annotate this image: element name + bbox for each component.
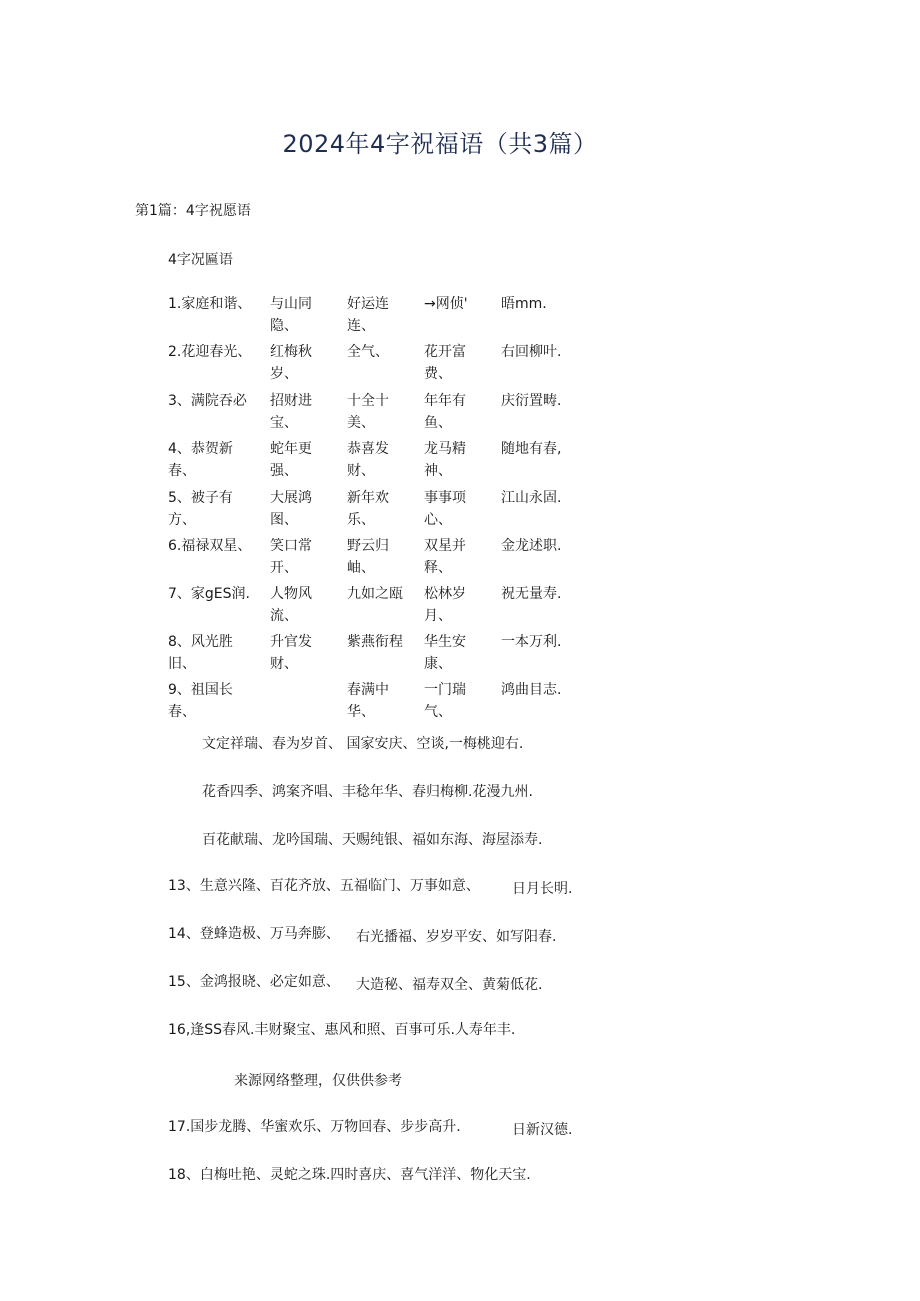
table-cell [347,487,389,531]
table-cell [270,631,312,675]
table-cell-text: 随地有春, [501,441,562,457]
document-title: 2024年4字祝福语（共3篇） [282,130,598,158]
table-cell [501,679,561,701]
table-cell [501,535,561,557]
text-line: 花香四季、鸿案齐唱、丰稔年华、春归梅柳.花漫九州. [202,784,533,800]
table-cell [424,341,466,385]
table-cell-text: 流、 [270,608,298,624]
table-cell-text: 招财进 [270,393,312,409]
table-cell [501,341,561,363]
table-cell [424,631,466,675]
table-cell-text: 鱼、 [424,415,452,431]
source-note: 来源网络整理，仅供供参考 [234,1073,402,1089]
table-cell [347,535,389,579]
table-cell-text: 与山同 [270,296,312,312]
table-cell-text: 年年有 [424,393,466,409]
table-cell-text: 2.花迎春光、 [168,344,252,360]
table-cell-text: 蛇年更 [270,441,312,457]
table-cell-text: 9、祖国长 [168,682,233,698]
table-cell-text: 月、 [424,608,452,624]
table-cell-text: 旧、 [168,656,196,672]
table-cell-text: 恭喜发 [347,441,389,457]
table-cell-text: 7、家gES润. [168,586,250,602]
table-cell-text: 宝、 [270,415,298,431]
table-cell-text: 金龙述职. [501,538,562,554]
table-cell-text: 4、恭贺新 [168,441,233,457]
table-cell-text: 右回柳叶. [501,344,562,360]
table-cell [347,438,389,482]
table-cell [168,293,251,315]
table-cell-text: 一本万利. [501,634,562,650]
table-cell-text: 笑口常 [270,538,312,554]
table-cell-text: 九如之瓯 [347,586,403,602]
table-cell [347,341,389,363]
table-cell [501,390,561,412]
text-line: 日月长明. [512,881,573,897]
table-cell [347,631,403,653]
table-cell [424,438,466,482]
table-cell-text: 庆衍置畴. [501,393,562,409]
table-cell [270,583,312,627]
text-line: 18、白梅吐艳、灵蛇之珠.四时喜庆、喜气洋洋、物化天宝. [168,1167,531,1183]
table-cell-text: 释、 [424,560,452,576]
table-cell-text: 3、满院吞必 [168,393,247,409]
table-cell [424,679,466,723]
table-cell-text: 强、 [270,463,298,479]
table-cell [270,438,312,482]
table-cell [424,535,466,579]
table-cell-text: 岁、 [270,366,298,382]
table-cell [501,438,561,460]
table-cell-text: 华、 [347,704,375,720]
table-cell [424,390,466,434]
table-cell-text: 紫燕衔程 [347,634,403,650]
table-cell [501,487,561,509]
table-cell [168,487,233,531]
text-line: 右光播福、岁岁平安、如写阳春. [356,929,557,945]
table-cell-text: 神、 [424,463,452,479]
table-cell-text: 心、 [424,512,452,528]
table-cell-text: 松林岁 [424,586,466,602]
table-cell-text: 康、 [424,656,452,672]
table-cell [347,293,389,337]
table-cell [168,679,233,723]
table-cell [347,390,389,434]
table-cell [270,293,312,337]
table-cell [424,487,466,531]
table-cell-text: 隐、 [270,318,298,334]
table-cell [270,390,312,434]
table-cell-text: 升官发 [270,634,312,650]
table-cell-text: 连、 [347,318,375,334]
table-cell-text: 全气、 [347,344,389,360]
table-cell-text: 人物风 [270,586,312,602]
table-cell-text: 费、 [424,366,452,382]
table-cell [168,390,247,412]
table-cell-text: →网侦' [424,296,468,312]
table-cell-text: 春满中 [347,682,389,698]
text-line: 大造秘、福寿双全、黄菊低花. [356,977,543,993]
table-cell-text: 乐、 [347,512,375,528]
table-cell-text: 开、 [270,560,298,576]
table-cell-text: 5、被子有 [168,490,233,506]
table-cell-text: 野云归 [347,538,389,554]
table-cell [168,631,233,675]
table-cell-text: 祝无量寿. [501,586,562,602]
table-cell-text: 图、 [270,512,298,528]
text-line: 15、金鸿报晓、必定如意、 [168,974,340,990]
table-cell [501,583,561,605]
table-cell-text: 方、 [168,512,196,528]
table-cell-text: 岫、 [347,560,375,576]
table-cell [168,341,251,363]
table-cell-text: 大展鸿 [270,490,312,506]
table-cell-text: 晤mm. [501,296,547,312]
text-line: 16,逢SS春风.丰财聚宝、惠风和照、百事可乐.人寿年丰. [168,1022,516,1038]
table-cell [424,583,466,627]
table-cell [424,293,468,315]
table-cell [168,438,233,482]
table-cell-text: 春、 [168,704,196,720]
table-cell-text: 新年欢 [347,490,389,506]
table-cell [347,679,389,723]
text-line: 13、生意兴隆、百花齐放、五福临门、万事如意、 [168,878,480,894]
text-line: 14、登蜂造极、万马奔膨、 [168,926,340,942]
table-cell-text: 6.福禄双星、 [168,538,252,554]
table-cell [270,487,312,531]
table-cell-text: 1.家庭和谐、 [168,296,252,312]
table-cell [270,535,312,579]
table-cell-text: 好运连 [347,296,389,312]
table-cell [347,583,403,605]
table-cell-text: 8、风光胜 [168,634,233,650]
text-line: 百花献瑞、龙吟国瑞、天赐纯银、福如东海、海屋添寿. [202,832,543,848]
table-cell-text: 事事项 [424,490,466,506]
text-line: 17.国步龙腾、华蜜欢乐、万物回春、步步高升. [168,1119,461,1135]
table-cell-text: 气、 [424,704,452,720]
table-cell-text: 双星并 [424,538,466,554]
table-cell-text: 美、 [347,415,375,431]
table-cell-text: 龙马精 [424,441,466,457]
table-cell-text: 财、 [270,656,298,672]
table-cell [270,341,312,385]
table-cell-text: 红梅秋 [270,344,312,360]
table-cell-text: 一门瑞 [424,682,466,698]
table-cell-text: 花开富 [424,344,466,360]
table-cell-text: 鸿曲目志. [501,682,562,698]
table-cell [168,583,250,605]
table-cell-text: 江山永固. [501,490,562,506]
subheading: 4字况匾语 [168,252,233,268]
table-cell [501,631,561,653]
table-cell-text: 华生安 [424,634,466,650]
table-cell-text: 财、 [347,463,375,479]
section-heading: 第1篇：4字祝愿语 [135,203,251,219]
text-line: 日新汉德. [512,1122,573,1138]
table-cell [501,293,547,315]
table-cell [168,535,251,557]
table-cell-text: 十全十 [347,393,389,409]
text-line: 文定祥瑞、春为岁首、 国家安庆、空谈,一梅桃迎右. [202,736,524,752]
table-cell-text: 春、 [168,463,196,479]
